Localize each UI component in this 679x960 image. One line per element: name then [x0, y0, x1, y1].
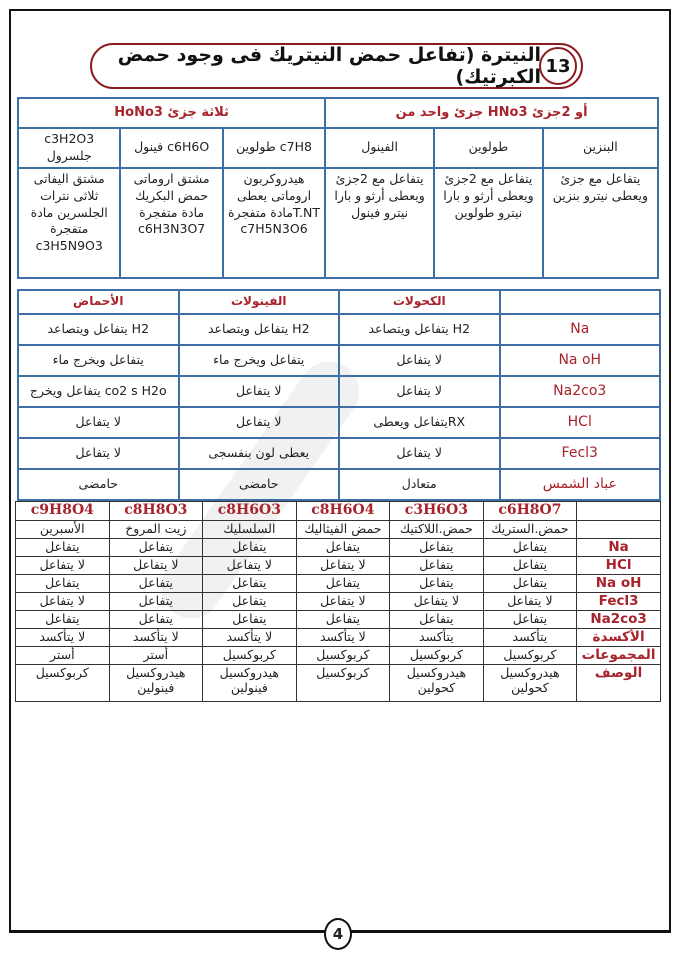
- col-phenol-formula: c6H6O فينول: [120, 128, 222, 168]
- cell: لا يتأكسد: [203, 628, 297, 646]
- row-label: Na oH: [500, 345, 661, 376]
- cell: لا يتفاعل: [339, 438, 500, 469]
- name-header: [577, 520, 661, 538]
- cell: متعادل: [339, 469, 500, 500]
- cell: حامضى: [179, 469, 340, 500]
- cell: يتفاعل: [109, 610, 203, 628]
- cell: لا يتفاعل: [179, 407, 340, 438]
- row-label: Fecl3: [500, 438, 661, 469]
- cell: لا يتفاعل: [296, 592, 390, 610]
- cell: يتفاعل: [390, 538, 484, 556]
- cell: H2 يتفاعل ويتصاعد: [179, 314, 340, 345]
- cell-benzene: يتفاعل مع جزئ ويعطى نيترو بنزين: [543, 168, 658, 278]
- formula-header: c8H8O3: [109, 502, 203, 521]
- cell: H2 يتفاعل ويتصاعد: [339, 314, 500, 345]
- row-label: Na2co3: [500, 376, 661, 407]
- row-label: Na2co3: [577, 610, 661, 628]
- col-toluene: طولوين: [434, 128, 543, 168]
- cell: يتفاعل: [109, 538, 203, 556]
- row-label: Fecl3: [577, 592, 661, 610]
- col-benzene: البنزين: [543, 128, 658, 168]
- cell: لا يتفاعل: [203, 556, 297, 574]
- cell: يتفاعل: [296, 610, 390, 628]
- cell: يتفاعل: [390, 574, 484, 592]
- cell: يتفاعل ويخرج ماء: [18, 345, 179, 376]
- row-label: الأكسدة: [577, 628, 661, 646]
- cell-toluene: يتفاعل مع 2جزئ ويعطى أرثو و بارا نيترو طولوين: [434, 168, 543, 278]
- cell: لا يتفاعل: [390, 592, 484, 610]
- cell: كربوكسيل: [16, 664, 110, 701]
- cell-picric-acid: مشتق اروماتى حمض البكريك مادة متفجرة c6H3N3O7: [120, 168, 222, 278]
- row-label: Na: [500, 314, 661, 345]
- section-title: [90, 43, 583, 89]
- row-label: عباد الشمس: [500, 469, 661, 500]
- row-label: المجموعات: [577, 646, 661, 664]
- cell: أستر: [109, 646, 203, 664]
- nitration-table: [17, 97, 659, 279]
- acids-properties-table: [15, 501, 661, 702]
- name-header: زيت المروخ: [109, 520, 203, 538]
- name-header: حمض.الستريك: [483, 520, 577, 538]
- cell: لا يتأكسد: [296, 628, 390, 646]
- cell: كربوكسيل: [483, 646, 577, 664]
- formula-header: c9H8O4: [16, 502, 110, 521]
- cell: لا يتأكسد: [16, 628, 110, 646]
- cell: يتأكسد: [390, 628, 484, 646]
- cell: لا يتفاعل: [16, 592, 110, 610]
- header-alcohols: الكحولات: [339, 290, 500, 314]
- cell: لا يتفاعل: [18, 407, 179, 438]
- cell: لا يتأكسد: [109, 628, 203, 646]
- header-acids: الأحماض: [18, 290, 179, 314]
- cell: يتفاعل: [16, 574, 110, 592]
- cell: يتفاعل: [203, 538, 297, 556]
- cell: يتفاعل: [203, 592, 297, 610]
- cell: كربوكسيل: [390, 646, 484, 664]
- col-toluene-formula: c7H8 طولوين: [223, 128, 325, 168]
- header-three-molecules: ثلاثة جزئ HoNo3: [18, 98, 325, 128]
- cell: لا يتفاعل: [16, 556, 110, 574]
- cell: يعطى لون بنفسجى: [179, 438, 340, 469]
- cell: co2 s H2o يتفاعل ويخرج: [18, 376, 179, 407]
- row-label: HCl: [577, 556, 661, 574]
- cell: يتفاعل: [390, 556, 484, 574]
- cell: هيدروكسيل فينولين: [203, 664, 297, 701]
- cell: يتأكسد: [483, 628, 577, 646]
- name-header: الأسبرين: [16, 520, 110, 538]
- header-one-or-two-molecules: أو 2جزئ HNo3 جزئ واحد من: [325, 98, 658, 128]
- formula-header: c6H8O7: [483, 502, 577, 521]
- cell: حامضى: [18, 469, 179, 500]
- cell: يتفاعل: [483, 574, 577, 592]
- formula-header: [577, 502, 661, 521]
- cell: لا يتفاعل: [339, 376, 500, 407]
- cell: RXيتفاعل ويعطى: [339, 407, 500, 438]
- cell: لا يتفاعل: [339, 345, 500, 376]
- cell-phenol: يتفاعل مع 2جزئ ويعطى أرثو و بارا نيترو فينول: [325, 168, 434, 278]
- cell: يتفاعل: [109, 592, 203, 610]
- name-header: السلسليك: [203, 520, 297, 538]
- col-glycerol-formula: c3H2O3 جلسرول: [18, 128, 120, 168]
- formula-header: c8H6O3: [203, 502, 297, 521]
- cell: هيدروكسيل كحولين: [390, 664, 484, 701]
- cell: أستر: [16, 646, 110, 664]
- col-phenol: الفينول: [325, 128, 434, 168]
- header-blank: [500, 290, 661, 314]
- reactions-comparison-table: [17, 289, 661, 501]
- header-phenols: الفينولات: [179, 290, 340, 314]
- name-header: حمض.اللاكتيك: [390, 520, 484, 538]
- formula-header: c8H6O4: [296, 502, 390, 521]
- cell: لا يتفاعل: [483, 592, 577, 610]
- cell: H2 يتفاعل ويتصاعد: [18, 314, 179, 345]
- row-label: Na oH: [577, 574, 661, 592]
- cell: يتفاعل: [483, 610, 577, 628]
- cell: يتفاعل: [16, 610, 110, 628]
- cell: يتفاعل: [16, 538, 110, 556]
- row-label: HCl: [500, 407, 661, 438]
- cell: يتفاعل: [203, 574, 297, 592]
- section-number: 13: [539, 47, 577, 85]
- name-header: حمض الفيثاليك: [296, 520, 390, 538]
- cell: يتفاعل: [296, 574, 390, 592]
- cell: يتفاعل: [296, 538, 390, 556]
- cell: يتفاعل ويخرج ماء: [179, 345, 340, 376]
- cell: يتفاعل: [483, 538, 577, 556]
- row-label: Na: [577, 538, 661, 556]
- cell-tnt: هيدروكربون اروماتى يعطى T.NTمادة متفجرة c7H5N3O6: [223, 168, 325, 278]
- cell: كربوكسيل: [296, 664, 390, 701]
- cell: لا يتفاعل: [296, 556, 390, 574]
- cell: يتفاعل: [203, 610, 297, 628]
- cell: هيدروكسيل كحولين: [483, 664, 577, 701]
- cell: يتفاعل: [483, 556, 577, 574]
- cell: هيدروكسيل فينولين: [109, 664, 203, 701]
- cell: يتفاعل: [109, 574, 203, 592]
- cell: كربوكسيل: [296, 646, 390, 664]
- cell-nitroglycerin: مشتق اليفاتى ثلاثى نترات الجلسرين مادة متفجرة c3H5N9O3: [18, 168, 120, 278]
- cell: لا يتفاعل: [18, 438, 179, 469]
- page-number: 4: [324, 918, 352, 950]
- cell: لا يتفاعل: [179, 376, 340, 407]
- row-label: الوصف: [577, 664, 661, 701]
- cell: كربوكسيل: [203, 646, 297, 664]
- cell: يتفاعل: [390, 610, 484, 628]
- cell: لا يتفاعل: [109, 556, 203, 574]
- formula-header: c3H6O3: [390, 502, 484, 521]
- section-title-text: النيترة (تفاعل حمض النيتريك فى وجود حمض الكبرتيك): [117, 44, 541, 88]
